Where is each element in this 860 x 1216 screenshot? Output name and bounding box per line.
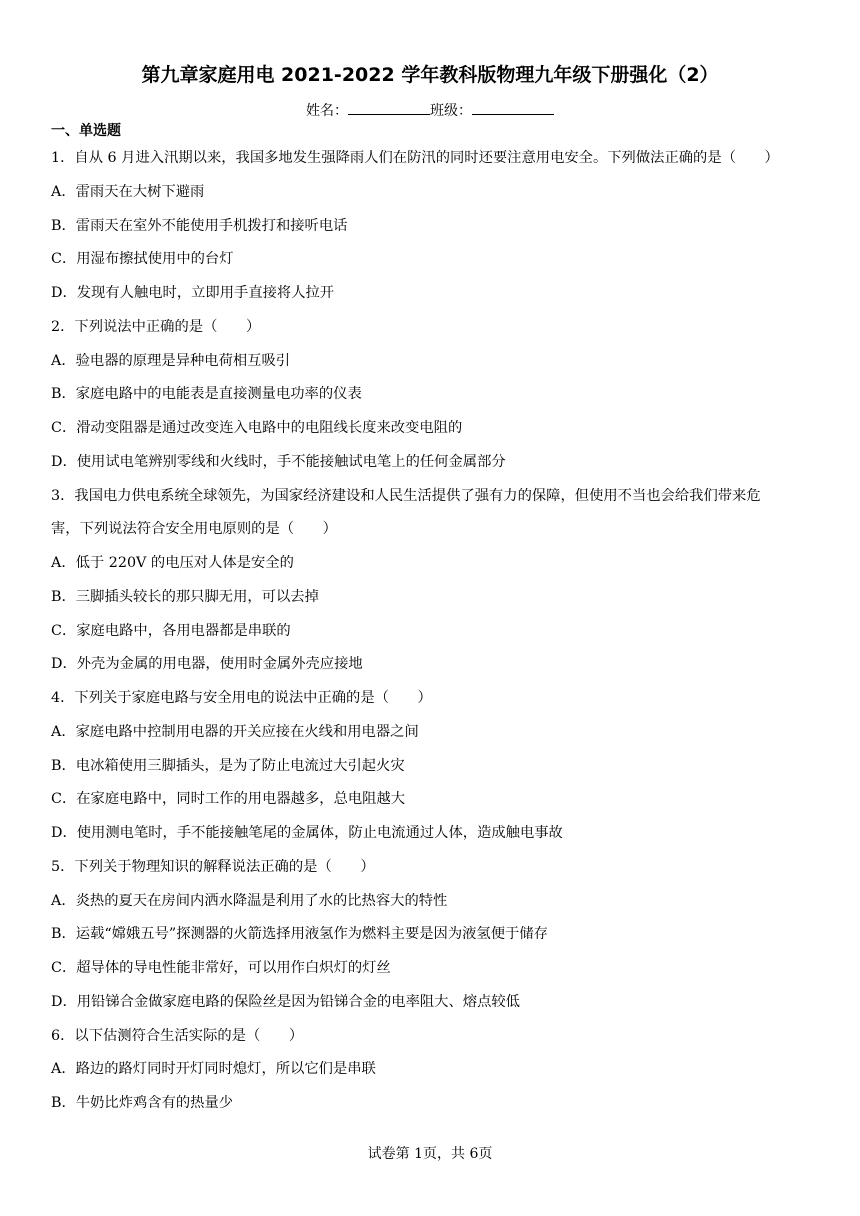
answer-option: D．发现有人触电时，立即用手直接将人拉开 [51, 285, 335, 301]
student-info [0, 100, 860, 121]
question-stem: 1．自从 6 月进入汛期以来，我国多地发生强降雨人们在防汛的同时还要注意用电安全。下列做法正确的是（ ） [51, 150, 779, 166]
answer-option: D．用铅锑合金做家庭电路的保险丝是因为铅锑合金的电率阻大、熔点较低 [51, 993, 520, 1010]
answer-option: D．外壳为金属的用电器，使用时金属外壳应接地 [51, 656, 363, 673]
question-stem: 6．以下估测符合生活实际的是（ ） [51, 1027, 304, 1044]
answer-option: B．雷雨天在室外不能使用手机拨打和接听电话 [51, 217, 348, 234]
name-label: 姓名： [306, 103, 348, 119]
question-stem: 4．下列关于家庭电路与安全用电的说法中正确的是（ ） [51, 690, 432, 706]
answer-option: D．使用试电笔辨别零线和火线时，手不能接触试电笔上的任何金属部分 [51, 453, 506, 470]
class-blank [472, 100, 554, 115]
question-stem: 5．下列关于物理知识的解释说法正确的是（ ） [51, 858, 375, 875]
answer-option: B．三脚插头较长的那只脚无用，可以去掉 [51, 588, 319, 605]
answer-option: C．用湿布擦拭使用中的台灯 [51, 251, 234, 268]
name-blank [348, 100, 430, 115]
answer-option: B．牛奶比炸鸡含有的热量少 [51, 1095, 234, 1111]
answer-option: C．滑动变阻器是通过改变连入电路中的电阻线长度来改变电阻的 [51, 420, 463, 436]
answer-option: A．家庭电路中控制用电器的开关应接在火线和用电器之间 [51, 723, 419, 740]
answer-option: A．验电器的原理是异种电荷相互吸引 [51, 352, 291, 369]
answer-option: C．家庭电路中，各用电器都是串联的 [51, 622, 291, 639]
answer-option: C．超导体的导电性能非常好，可以用作白炽灯的灯丝 [51, 960, 391, 976]
page-footer: 试卷第 1页，共 6页 [367, 1146, 493, 1162]
answer-option: A．炎热的夏天在房间内洒水降温是利用了水的比热容大的特性 [51, 892, 448, 909]
class-label: 班级： [430, 103, 472, 119]
answer-option: C．在家庭电路中，同时工作的用电器越多，总电阻越大 [51, 791, 406, 808]
answer-option: D．使用测电笔时，手不能接触笔尾的金属体，防止电流通过人体，造成触电事故 [51, 825, 563, 841]
question-stem: 2．下列说法中正确的是（ ） [51, 318, 261, 335]
answer-option: B．电冰箱使用三脚插头，是为了防止电流过大引起火灾 [51, 757, 405, 774]
answer-option: A．路边的路灯同时开灯同时熄灯，所以它们是串联 [51, 1061, 376, 1078]
section-heading: 一、单选题 [51, 123, 121, 139]
answer-option: A．雷雨天在大树下避雨 [51, 183, 205, 200]
question-stem: 害，下列说法符合安全用电原则的是（ ） [51, 521, 337, 538]
answer-option: A．低于 220V 的电压对人体是安全的 [51, 555, 294, 571]
page-title: 第九章家庭用电 2021-2022 学年教科版物理九年级下册强化（2） [141, 64, 719, 86]
answer-option: B．运载“嫦娥五号”探测器的火箭选择用液氢作为燃料主要是因为液氢便于储存 [51, 926, 548, 943]
question-stem: 3．我国电力供电系统全球领先，为国家经济建设和人民生活提供了强有力的保障，但使用不当也会给我们带来危 [51, 487, 761, 504]
answer-option: B．家庭电路中的电能表是直接测量电功率的仪表 [51, 386, 362, 403]
question-list [51, 148, 813, 1127]
